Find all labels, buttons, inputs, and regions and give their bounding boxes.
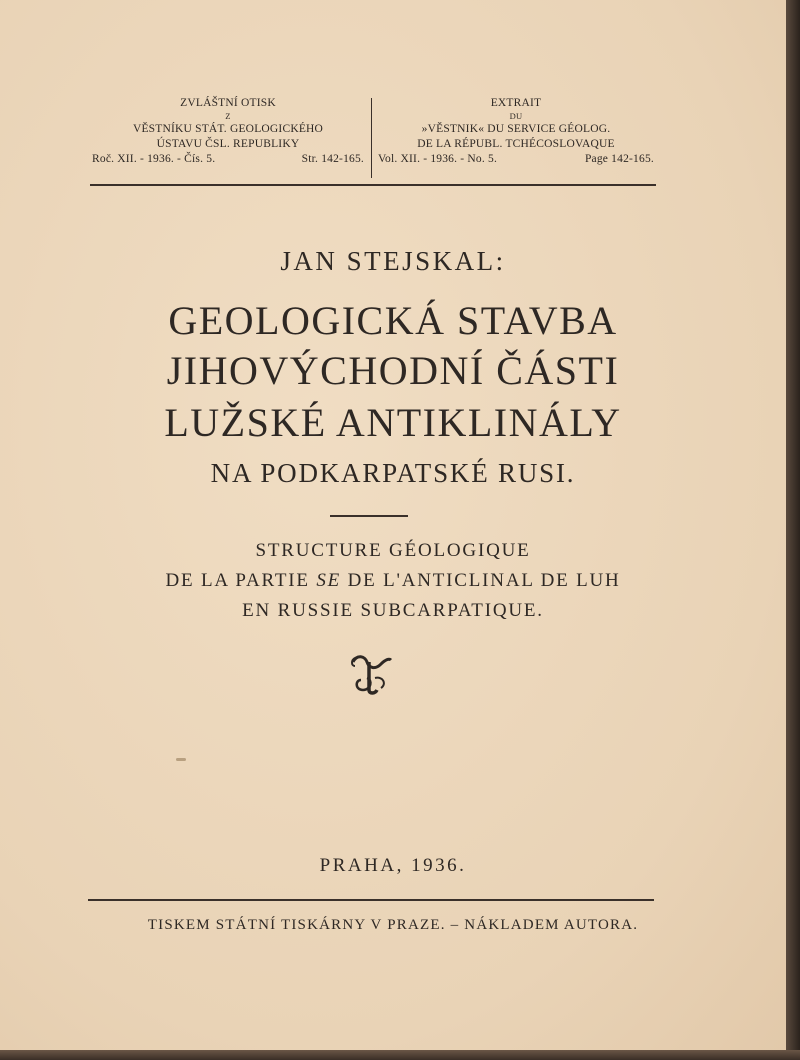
header-french-column xyxy=(376,96,656,167)
header-czech-column xyxy=(90,96,366,167)
header-french-line3: »VĚSTNIK« DU SERVICE GÉOLOG. xyxy=(421,123,611,135)
french-title-line-1: STRUCTURE GÉOLOGIQUE xyxy=(255,540,531,561)
header-czech-line1: ZVLÁŠTNÍ OTISK xyxy=(180,97,276,109)
header-french-line2: DU xyxy=(509,111,523,121)
title-line-1: GEOLOGICKÁ STAVBA xyxy=(168,298,618,343)
title-separator-rule xyxy=(330,515,408,517)
background-edge-bottom xyxy=(0,1050,800,1060)
header-french-reference xyxy=(376,152,656,167)
header-french-line1: EXTRAIT xyxy=(490,97,542,109)
header-czech-line3: VĚSTNÍKU STÁT. GEOLOGICKÉHO xyxy=(132,123,324,135)
offprint-header xyxy=(90,96,656,178)
french-title-line-2 xyxy=(0,566,786,596)
french-title-line-2-end: DE L'ANTICLINAL DE LUH xyxy=(341,570,621,591)
header-czech-line4: ÚSTAVU ČSL. REPUBLIKY xyxy=(156,138,300,150)
header-divider xyxy=(371,98,372,178)
french-title-line-3: EN RUSSIE SUBCARPATIQUE. xyxy=(242,600,544,621)
header-czech-pages: Str. 142-165. xyxy=(301,153,364,165)
header-czech-volume: Roč. XII. - 1936. - Čís. 5. xyxy=(92,153,216,165)
title-line-4: NA PODKARPATSKÉ RUSI. xyxy=(210,458,576,488)
french-title-line-2-start: DE LA PARTIE xyxy=(165,570,317,591)
printer-imprint: TISKEM STÁTNÍ TISKÁRNY V PRAZE. – NÁKLADEM AUTORA. xyxy=(147,917,639,933)
header-czech-reference xyxy=(90,152,366,167)
header-czech-line2: Z xyxy=(225,111,231,121)
header-french-volume: Vol. XII. - 1936. - No. 5. xyxy=(378,153,498,165)
paper-mark xyxy=(176,758,186,761)
author-name: JAN STEJSKAL: xyxy=(280,246,506,276)
header-rule xyxy=(90,184,656,186)
header-french-line4: DE LA RÉPUBL. TCHÉCOSLOVAQUE xyxy=(417,138,615,150)
title-line-3: LUŽSKÉ ANTIKLINÁLY xyxy=(164,400,622,445)
french-title-line-2-italic: SE xyxy=(316,570,342,591)
printer-mark-icon xyxy=(345,650,395,696)
header-french-pages: Page 142-165. xyxy=(584,153,654,165)
place-and-year: PRAHA, 1936. xyxy=(319,855,467,876)
background-edge-right xyxy=(786,0,800,1060)
title-line-2: JIHOVÝCHODNÍ ČÁSTI xyxy=(166,348,620,393)
imprint-rule xyxy=(88,899,654,901)
